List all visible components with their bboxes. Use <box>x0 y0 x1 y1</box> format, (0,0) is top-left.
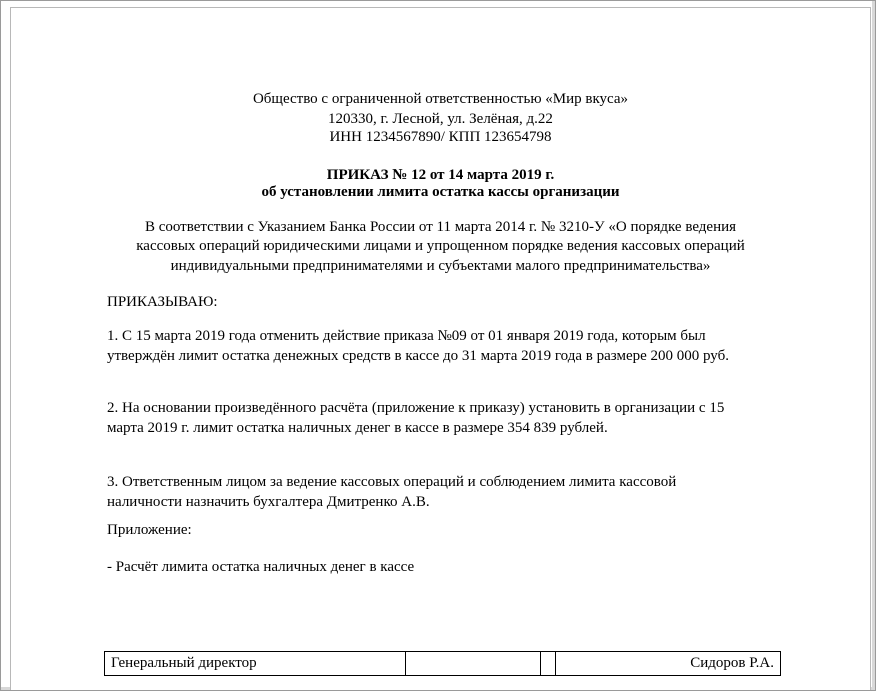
item-1-line: 1. С 15 марта 2019 года отменить действие приказа №09 от 01 января 2019 года, которым был <box>107 328 706 344</box>
item-1-line: утверждён лимит остатка денежных средств в кассе до 31 марта 2019 года в размере 200 000 руб. <box>107 348 729 364</box>
item-3-line: 3. Ответственным лицом за ведение кассовых операций и соблюдением лимита кассовой <box>107 474 677 490</box>
order-word: ПРИКАЗЫВАЮ: <box>107 294 218 310</box>
order-title: ПРИКАЗ № 12 от 14 марта 2019 г. <box>326 167 555 183</box>
item-3-line: наличности назначить бухгалтера Дмитренко А.В. <box>107 494 430 510</box>
preamble-line: В соответствии с Указанием Банка России от 11 марта 2014 г. № 3210-У «О порядке ведения <box>144 219 737 235</box>
item-2-line: 2. На основании произведённого расчёта (приложение к приказу) установить в организации с 15 <box>107 400 725 416</box>
document-page <box>10 7 871 690</box>
signature-spacer <box>541 652 556 676</box>
org-name: Общество с ограниченной ответственностью «Мир вкуса» <box>252 91 629 107</box>
preamble-line: индивидуальными предпринимателями и субъектами малого предпринимательства» <box>170 258 711 274</box>
appendix-label: Приложение: <box>107 522 192 538</box>
signature-table <box>104 651 781 676</box>
org-inn-kpp: ИНН 1234567890/ КПП 123654798 <box>329 129 552 145</box>
org-address: 120330, г. Лесной, ул. Зелёная, д.22 <box>328 111 553 127</box>
appendix-entry: - Расчёт лимита остатка наличных денег в кассе <box>107 559 415 575</box>
order-subtitle: об установлении лимита остатка кассы организации <box>261 184 620 200</box>
signature-position: Генеральный директор <box>105 652 406 676</box>
signature-line <box>406 652 541 676</box>
item-2-line: марта 2019 г. лимит остатка наличных денег в кассе в размере 354 839 рублей. <box>107 420 608 436</box>
preamble-line: кассовых операций юридическими лицами и упрощенном порядке ведения кассовых операций <box>136 238 745 254</box>
signature-name: Сидоров Р.А. <box>556 652 781 676</box>
